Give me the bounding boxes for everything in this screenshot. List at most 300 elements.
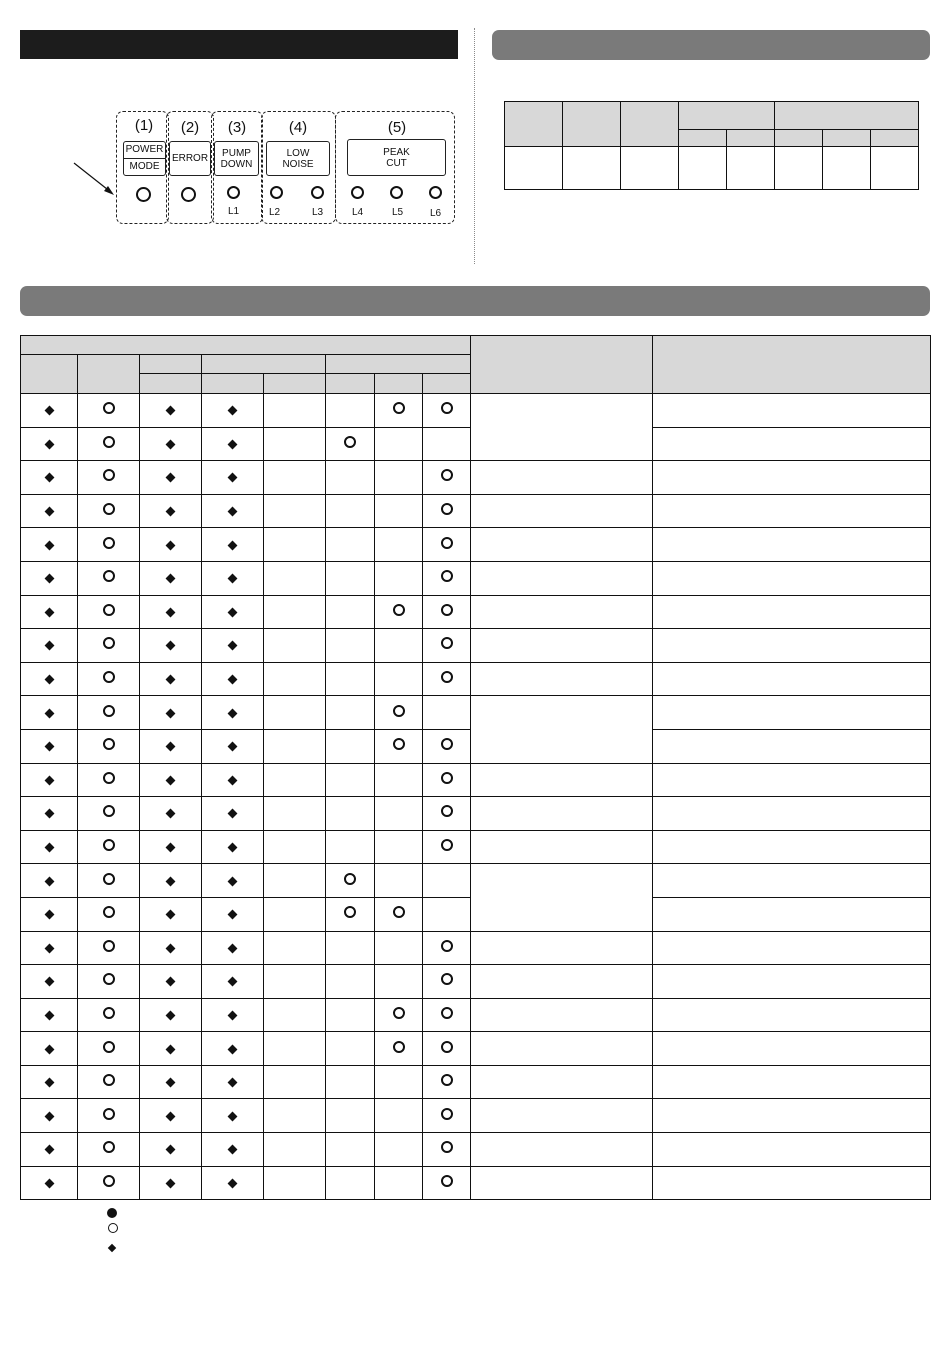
- spec-subheader-cell: [871, 130, 919, 147]
- status-cell: [423, 1166, 471, 1200]
- status-cell: [264, 1032, 326, 1066]
- status-cell: [21, 494, 78, 528]
- status-cell: [375, 528, 423, 562]
- led-blink-icon: [103, 436, 115, 448]
- status-cell: [202, 394, 264, 428]
- led-any-icon: [166, 843, 176, 853]
- status-cell: [140, 561, 202, 595]
- status-cell: [202, 696, 264, 730]
- led-any-icon: [228, 574, 238, 584]
- power-label: POWER: [124, 142, 165, 159]
- led-blink-icon: [441, 1108, 453, 1120]
- status-cell: [78, 461, 140, 495]
- status-cell: [264, 830, 326, 864]
- status-cell: [140, 461, 202, 495]
- status-cell: [202, 763, 264, 797]
- led-any-icon: [228, 607, 238, 617]
- spec-header-cell: [563, 102, 621, 147]
- led-blink-icon: [441, 637, 453, 649]
- led-blink-icon: [441, 1007, 453, 1019]
- status-cell: [264, 595, 326, 629]
- led-any-icon: [44, 809, 54, 819]
- status-cell: [140, 595, 202, 629]
- description-cell: [471, 561, 653, 595]
- status-cell: [21, 729, 78, 763]
- spec-cell: [775, 147, 823, 190]
- led-any-icon: [44, 742, 54, 752]
- status-cell: [375, 897, 423, 931]
- status-cell: [326, 629, 375, 663]
- status-cell: [264, 394, 326, 428]
- status-cell: [202, 595, 264, 629]
- description-cell: [471, 394, 653, 461]
- led-blink-icon: [441, 772, 453, 784]
- description-cell: [471, 662, 653, 696]
- led-any-icon: [166, 540, 176, 550]
- spec-cell: [563, 147, 621, 190]
- remedy-cell: [653, 1133, 931, 1167]
- table-row: [21, 1065, 931, 1099]
- status-cell: [202, 797, 264, 831]
- status-cell: [21, 1099, 78, 1133]
- status-cell: [423, 629, 471, 663]
- status-cell: [21, 662, 78, 696]
- table-row: [21, 965, 931, 999]
- table-header-pumpdown: [140, 355, 202, 374]
- status-cell: [21, 1133, 78, 1167]
- spec-header-cell: [679, 102, 775, 130]
- led-any-icon: [166, 910, 176, 920]
- status-cell: [140, 528, 202, 562]
- led-any-icon: [44, 775, 54, 785]
- status-cell: [78, 998, 140, 1032]
- group-number-1: (1): [134, 117, 154, 134]
- description-cell: [471, 1099, 653, 1133]
- led-any-icon: [166, 943, 176, 953]
- status-cell: [21, 696, 78, 730]
- led-any-icon: [228, 675, 238, 685]
- status-cell: [264, 897, 326, 931]
- pump-label-text: PUMP: [222, 147, 251, 159]
- led-any-icon: [166, 809, 176, 819]
- table-row: [21, 797, 931, 831]
- remedy-cell: [653, 1099, 931, 1133]
- status-cell: [375, 965, 423, 999]
- led-name-l6: L6: [430, 208, 442, 219]
- status-cell: [326, 528, 375, 562]
- led-any-icon: [166, 641, 176, 651]
- table-row: [21, 1032, 931, 1066]
- led-any-icon: [166, 775, 176, 785]
- status-cell: [375, 629, 423, 663]
- led-any-icon: [228, 1078, 238, 1088]
- table-row: [21, 662, 931, 696]
- led-name-l3: L3: [312, 207, 324, 218]
- led-any-icon: [44, 540, 54, 550]
- status-cell: [326, 427, 375, 461]
- legend-ring-icon: [108, 1223, 118, 1233]
- description-cell: [471, 528, 653, 562]
- status-cell: [202, 662, 264, 696]
- table-row: [21, 561, 931, 595]
- status-cell: [78, 830, 140, 864]
- table-row: [21, 494, 931, 528]
- status-cell: [78, 696, 140, 730]
- remedy-cell: [653, 1166, 931, 1200]
- status-cell: [202, 931, 264, 965]
- description-cell: [471, 830, 653, 864]
- led-blink-icon: [103, 1041, 115, 1053]
- status-cell: [140, 1065, 202, 1099]
- cut-label-text: CUT: [386, 157, 407, 169]
- status-cell: [21, 629, 78, 663]
- status-cell: [375, 763, 423, 797]
- spec-cell: [505, 147, 563, 190]
- led-any-icon: [228, 540, 238, 550]
- led-any-icon: [228, 876, 238, 886]
- status-cell: [202, 494, 264, 528]
- status-cell: [423, 864, 471, 898]
- status-cell: [375, 696, 423, 730]
- led-any-icon: [228, 641, 238, 651]
- group-number-4: (4): [288, 119, 308, 136]
- status-cell: [423, 494, 471, 528]
- status-cell: [21, 864, 78, 898]
- status-cell: [202, 561, 264, 595]
- description-cell: [471, 696, 653, 763]
- status-cell: [326, 595, 375, 629]
- led-blink-icon: [441, 1041, 453, 1053]
- spec-cell: [727, 147, 775, 190]
- status-cell: [21, 427, 78, 461]
- status-cell: [375, 1065, 423, 1099]
- remedy-cell: [653, 763, 931, 797]
- led-any-icon: [44, 675, 54, 685]
- led-any-icon: [228, 1011, 238, 1021]
- table-row: [21, 1133, 931, 1167]
- led-power-icon: [136, 187, 151, 202]
- led-any-icon: [166, 742, 176, 752]
- led-any-icon: [44, 977, 54, 987]
- status-cell: [264, 1099, 326, 1133]
- status-cell: [423, 830, 471, 864]
- status-cell: [202, 1099, 264, 1133]
- status-cell: [326, 696, 375, 730]
- remedy-cell: [653, 561, 931, 595]
- table-row: [21, 1166, 931, 1200]
- led-any-icon: [44, 1179, 54, 1189]
- status-cell: [423, 528, 471, 562]
- table-row: [21, 528, 931, 562]
- down-label-text: DOWN: [220, 158, 253, 170]
- status-cell: [202, 427, 264, 461]
- remedy-cell: [653, 965, 931, 999]
- status-cell: [202, 729, 264, 763]
- status-cell: [326, 931, 375, 965]
- led-any-icon: [228, 439, 238, 449]
- led-any-icon: [228, 943, 238, 953]
- status-cell: [423, 1065, 471, 1099]
- status-cell: [375, 729, 423, 763]
- status-cell: [78, 561, 140, 595]
- led-blink-icon: [103, 1175, 115, 1187]
- status-cell: [375, 461, 423, 495]
- status-cell: [375, 1166, 423, 1200]
- led-name-l5: L5: [392, 207, 404, 218]
- led-any-icon: [166, 675, 176, 685]
- led-any-icon: [166, 1179, 176, 1189]
- status-cell: [264, 561, 326, 595]
- status-cell: [375, 1032, 423, 1066]
- led-any-icon: [44, 439, 54, 449]
- remedy-cell: [653, 729, 931, 763]
- status-cell: [78, 1166, 140, 1200]
- led-blink-icon: [393, 1041, 405, 1053]
- status-cell: [21, 763, 78, 797]
- remedy-cell: [653, 897, 931, 931]
- status-cell: [326, 662, 375, 696]
- status-cell: [21, 931, 78, 965]
- led-any-icon: [166, 507, 176, 517]
- status-cell: [202, 998, 264, 1032]
- status-cell: [264, 427, 326, 461]
- status-cell: [375, 561, 423, 595]
- description-cell: [471, 965, 653, 999]
- status-cell: [78, 965, 140, 999]
- section-header-table: [20, 286, 930, 316]
- status-cell: [423, 427, 471, 461]
- led-l3-icon: [311, 186, 324, 199]
- group-number-3: (3): [227, 119, 247, 136]
- status-cell: [78, 1065, 140, 1099]
- led-any-icon: [44, 1044, 54, 1054]
- status-cell: [423, 931, 471, 965]
- status-cell: [140, 1032, 202, 1066]
- status-cell: [202, 1065, 264, 1099]
- spec-subheader-cell: [679, 130, 727, 147]
- led-any-icon: [166, 708, 176, 718]
- description-cell: [471, 461, 653, 495]
- status-cell: [21, 1065, 78, 1099]
- remedy-cell: [653, 461, 931, 495]
- led-any-icon: [166, 977, 176, 987]
- noise-label-text: NOISE: [282, 158, 314, 170]
- status-cell: [375, 494, 423, 528]
- remedy-cell: [653, 797, 931, 831]
- status-cell: [326, 998, 375, 1032]
- status-cell: [21, 1032, 78, 1066]
- led-any-icon: [44, 910, 54, 920]
- status-cell: [264, 662, 326, 696]
- status-cell: [140, 629, 202, 663]
- status-cell: [140, 998, 202, 1032]
- led-blink-icon: [103, 705, 115, 717]
- led-any-icon: [228, 507, 238, 517]
- led-any-icon: [44, 406, 54, 416]
- led-l4-icon: [351, 186, 364, 199]
- status-cell: [21, 965, 78, 999]
- led-any-icon: [44, 641, 54, 651]
- led-any-icon: [166, 1044, 176, 1054]
- status-cell: [423, 965, 471, 999]
- status-cell: [264, 461, 326, 495]
- power-mode-label: [123, 141, 166, 176]
- led-l2-icon: [270, 186, 283, 199]
- led-blink-icon: [103, 973, 115, 985]
- status-cell: [78, 763, 140, 797]
- status-cell: [326, 394, 375, 428]
- status-cell: [326, 494, 375, 528]
- led-blink-icon: [103, 604, 115, 616]
- led-l1-icon: [227, 186, 240, 199]
- status-cell: [375, 830, 423, 864]
- status-cell: [21, 830, 78, 864]
- status-cell: [78, 931, 140, 965]
- status-cell: [326, 461, 375, 495]
- led-name-l4: L4: [352, 207, 364, 218]
- status-table-body: [21, 394, 931, 1200]
- led-blink-icon: [103, 671, 115, 683]
- low-noise-label: [266, 141, 330, 176]
- error-label-text: ERROR: [171, 153, 209, 164]
- led-name-l2: L2: [269, 207, 281, 218]
- led-blink-icon: [103, 940, 115, 952]
- status-cell: [264, 1166, 326, 1200]
- group-number-5: (5): [387, 119, 407, 136]
- table-row: [21, 595, 931, 629]
- remedy-cell: [653, 662, 931, 696]
- led-blink-icon: [344, 436, 356, 448]
- led-error-icon: [181, 187, 196, 202]
- status-cell: [423, 998, 471, 1032]
- led-blink-icon: [441, 671, 453, 683]
- led-blink-icon: [103, 570, 115, 582]
- status-cell: [78, 494, 140, 528]
- status-cell: [326, 1133, 375, 1167]
- description-cell: [471, 1133, 653, 1167]
- led-any-icon: [166, 607, 176, 617]
- status-cell: [326, 763, 375, 797]
- led-any-icon: [228, 1111, 238, 1121]
- status-cell: [78, 629, 140, 663]
- table-header-leds: [21, 336, 471, 355]
- status-cell: [202, 1032, 264, 1066]
- table-header-lownoise: [202, 355, 326, 374]
- led-blink-icon: [103, 906, 115, 918]
- status-cell: [202, 461, 264, 495]
- led-name-l1: L1: [228, 206, 240, 217]
- led-blink-icon: [103, 772, 115, 784]
- remedy-cell: [653, 864, 931, 898]
- table-row: [21, 1099, 931, 1133]
- led-blink-icon: [103, 503, 115, 515]
- led-any-icon: [228, 708, 238, 718]
- led-blink-icon: [103, 1074, 115, 1086]
- led-any-icon: [44, 876, 54, 886]
- led-blink-icon: [393, 906, 405, 918]
- led-any-icon: [166, 1078, 176, 1088]
- status-cell: [423, 1032, 471, 1066]
- status-cell: [78, 528, 140, 562]
- remedy-cell: [653, 629, 931, 663]
- status-cell: [202, 864, 264, 898]
- spec-header-cell: [775, 102, 919, 130]
- status-cell: [140, 729, 202, 763]
- status-cell: [326, 1166, 375, 1200]
- status-cell: [423, 595, 471, 629]
- table-header-l2: [202, 374, 264, 394]
- status-cell: [423, 797, 471, 831]
- led-any-icon: [228, 473, 238, 483]
- status-cell: [21, 561, 78, 595]
- led-any-icon: [44, 607, 54, 617]
- status-cell: [423, 897, 471, 931]
- remedy-cell: [653, 494, 931, 528]
- description-cell: [471, 595, 653, 629]
- table-header-col9: [471, 336, 653, 394]
- spec-subheader-cell: [727, 130, 775, 147]
- peak-cut-label: [347, 139, 446, 176]
- status-cell: [78, 1032, 140, 1066]
- remedy-cell: [653, 830, 931, 864]
- remedy-cell: [653, 696, 931, 730]
- status-cell: [140, 394, 202, 428]
- legend-diamond-icon: [109, 1238, 115, 1256]
- status-cell: [140, 662, 202, 696]
- led-blink-icon: [441, 469, 453, 481]
- status-cell: [326, 1099, 375, 1133]
- status-cell: [326, 797, 375, 831]
- led-blink-icon: [393, 402, 405, 414]
- table-row: [21, 931, 931, 965]
- status-cell: [202, 897, 264, 931]
- led-any-icon: [44, 574, 54, 584]
- status-cell: [423, 729, 471, 763]
- status-cell: [78, 427, 140, 461]
- table-header-l3: [264, 374, 326, 394]
- led-blink-icon: [103, 1108, 115, 1120]
- description-cell: [471, 629, 653, 663]
- status-cell: [375, 427, 423, 461]
- status-cell: [21, 897, 78, 931]
- led-any-icon: [166, 406, 176, 416]
- led-any-icon: [228, 775, 238, 785]
- status-cell: [264, 797, 326, 831]
- status-cell: [202, 629, 264, 663]
- description-cell: [471, 864, 653, 931]
- remedy-cell: [653, 998, 931, 1032]
- table-header-l5: [375, 374, 423, 394]
- status-cell: [202, 830, 264, 864]
- status-cell: [326, 830, 375, 864]
- led-any-icon: [228, 843, 238, 853]
- led-blink-icon: [103, 637, 115, 649]
- led-any-icon: [44, 843, 54, 853]
- led-blink-icon: [441, 402, 453, 414]
- status-cell: [140, 1099, 202, 1133]
- led-any-icon: [44, 1011, 54, 1021]
- status-cell: [21, 595, 78, 629]
- table-row: [21, 830, 931, 864]
- status-cell: [140, 1166, 202, 1200]
- status-cell: [21, 394, 78, 428]
- led-blink-icon: [441, 537, 453, 549]
- status-cell: [423, 1133, 471, 1167]
- table-header-peakcut: [326, 355, 471, 374]
- mode-label: MODE: [129, 161, 160, 172]
- spec-cell: [679, 147, 727, 190]
- led-status-table: [20, 335, 931, 1200]
